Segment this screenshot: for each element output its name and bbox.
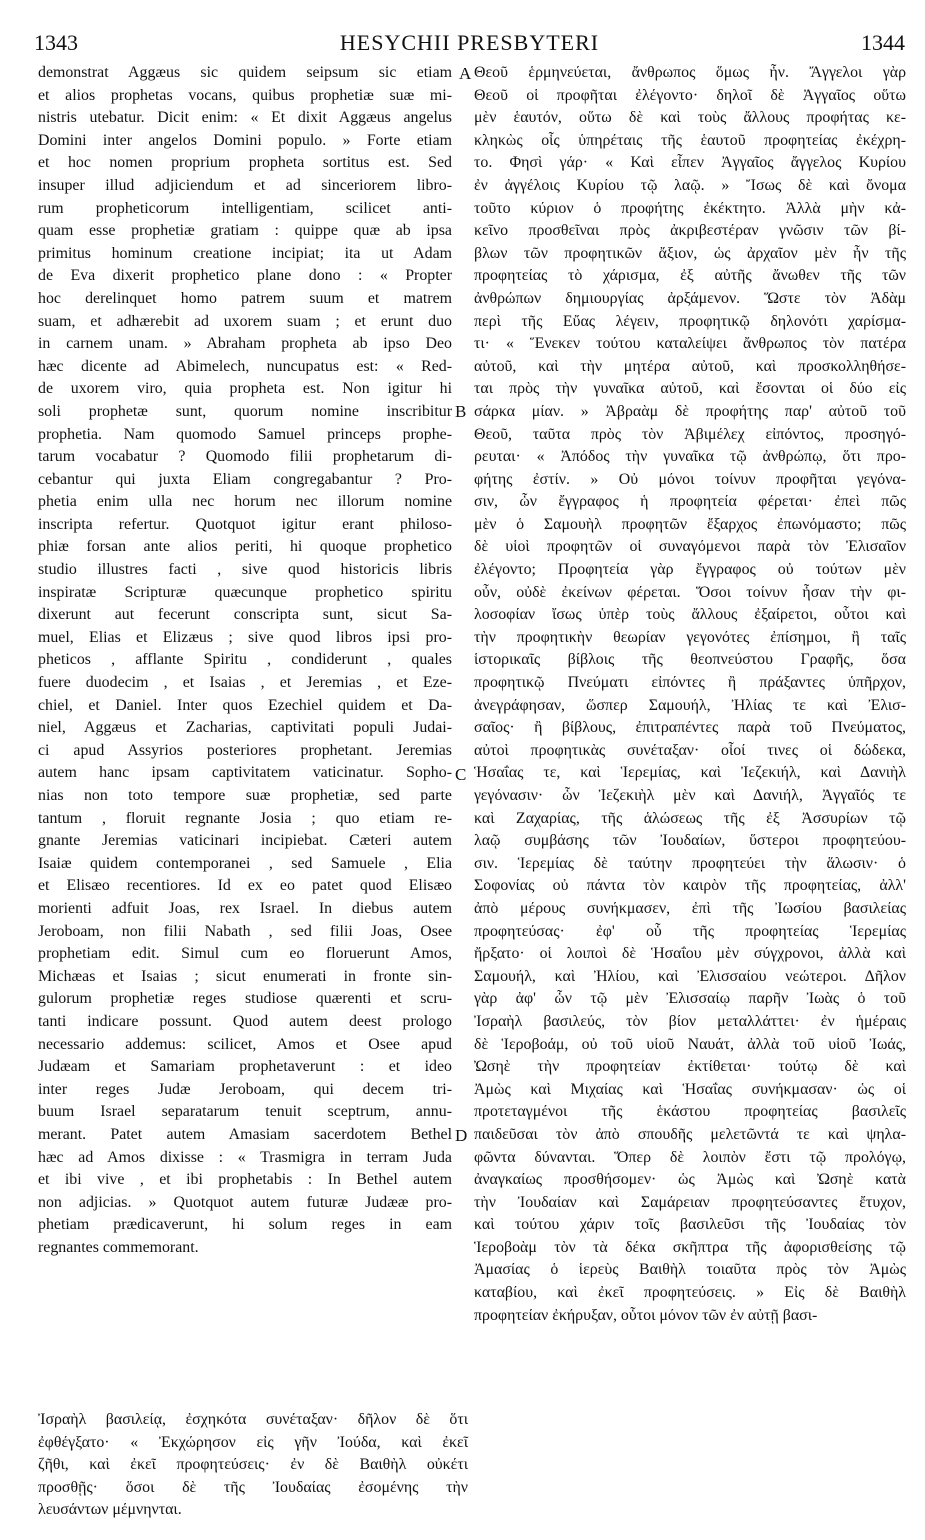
greek-text-line: προφητικῷ Πνεύματι εἰπόντες ἢ πράξαντες ὑπῆρχον, bbox=[474, 674, 906, 692]
latin-text-line: chiel, et Daniel. Inter quos Ezechiel quidem et Da- bbox=[38, 696, 452, 714]
latin-text-line: hæc ad Amos dixisse : « Trasmigra in terram Juda bbox=[38, 1148, 452, 1166]
greek-footer-line: λευσάντων μέμνηνται. bbox=[38, 1501, 182, 1519]
greek-text-line: Θεοῦ, ταῦτα πρὸς τὸν Ἀβιμέλεχ εἰπόντος, προσηγό- bbox=[474, 425, 906, 443]
greek-text-line: δὲ Ἱεροβοάμ, οὐ τοῦ υἱοῦ Ναυάτ, ἀλλὰ τοῦ υἱοῦ Ἰωάς, bbox=[474, 1035, 906, 1053]
latin-text-line: merant. Patet autem Amasiam sacerdotem Bethel bbox=[38, 1125, 452, 1143]
latin-text-line: phiæ forsan ante alios periti, hi quoque prophetico bbox=[38, 538, 452, 556]
latin-text-line: tarum vocabatur ? Quomodo filii prophetarum di- bbox=[38, 448, 452, 466]
latin-text-line: dixerunt aut fecerunt conscripta sunt, sicut Sa- bbox=[38, 606, 452, 624]
greek-text-line: παιδεῦσαι τὸν ἀπὸ σπουδῆς μελετῶντά τε καὶ ψηλα- bbox=[474, 1125, 906, 1143]
latin-text-line: Jeroboam, non filii Nabath , sed filii Joas, Osee bbox=[38, 922, 452, 940]
latin-text-line: nias non toto tempore suæ prophetiæ, sed parte bbox=[38, 787, 452, 804]
greek-text-line: φῶντα δύνανται. Ὅπερ δὲ λοιπὸν ἔστι τῷ προλόγῳ, bbox=[474, 1148, 906, 1166]
greek-column bbox=[474, 62, 906, 1327]
latin-text-line: morienti adfuit Joas, rex Israel. In diebus autem bbox=[38, 899, 452, 917]
latin-text-line: studio illustres facti , sive quod historicis libris bbox=[38, 561, 452, 579]
latin-text-line: tantum , floruit regnante Josia ; quo etiam re- bbox=[38, 809, 452, 827]
greek-text-line: τοῦτο κύριον ὁ προφήτης ἐκέκτητο. Ἀλλὰ μὴν κἀ- bbox=[474, 199, 906, 217]
latin-text-line: hæc dicente ad Abimelech, nuncupatus est: « Red- bbox=[38, 357, 452, 375]
greek-text-line: ἀνθρώπων δημιουργίας ἀρξάμενον. Ὥστε τὸν Ἀδὰμ bbox=[474, 289, 906, 307]
greek-footer-line: προσθῇς· ὅσοι δὲ τῆς Ἰουδαίας ἐσομένης τὴν bbox=[38, 1478, 468, 1496]
greek-text-line: τι· « Ἕνεκεν τούτου καταλείψει ἄνθρωπος τὸν πατέρα bbox=[474, 335, 906, 353]
latin-text-line: non adjicias. » Quotquot autem futuræ Judææ pro- bbox=[38, 1193, 452, 1211]
latin-text-line: niel, Aggæus et Zacharias, captivitati populi Judai- bbox=[38, 719, 452, 737]
running-title: HESYCHII PRESBYTERI bbox=[339, 30, 600, 55]
latin-text-line: phetia enim ulla nec horum nec illorum nomine bbox=[38, 493, 452, 511]
right-page-number: 1344 bbox=[861, 30, 905, 55]
greek-text-line: βλων τῶν προφητικῶν ἄξιον, ὡς ἀρχαῖον μὲν ἦν τῆς bbox=[474, 244, 906, 262]
greek-text-line: σιν. Ἱερεμίας δὲ ταύτην προφητεύει τὴν ἅλωσιν· ὁ bbox=[474, 854, 906, 872]
greek-text-line: Ὠσηὲ τὴν προφητείαν ἐκτίθεται· τούτῳ δὲ καὶ bbox=[474, 1058, 906, 1076]
greek-text-line: Ἡσαΐας τε, καὶ Ἱερεμίας, καὶ Ἰεζεκιήλ, καὶ Δανιὴλ bbox=[474, 764, 906, 782]
greek-text-line: Θεοῦ οἱ προφῆται ἐλέγοντο· δηλοῖ δὲ Ἀγγαῖος οὕτω bbox=[474, 86, 906, 104]
greek-text-line: αὐτοὶ προφητικὰς συνέταξαν· οἷοί τινες οἱ δώδεκα, bbox=[474, 741, 906, 759]
greek-text-line: ἐλέγοντο; Προφητεία γὰρ ἔγγραφος οὐ τούτων μὲν bbox=[474, 561, 906, 579]
latin-text-line: tanti indicare possunt. Quod autem deest prologo bbox=[38, 1012, 452, 1030]
latin-text-line: nistris utebatur. Dicit enim: « Et dixit Aggæus angelus bbox=[38, 109, 452, 127]
greek-text-line: προφητείας τὸ χάρισμα, ἐξ αὐτῆς ἄνωθεν τῆς τῶν bbox=[474, 267, 906, 285]
margin-letter-a: A bbox=[459, 64, 472, 83]
greek-text-line: τὴν Ἰουδαίαν καὶ Σαμάρειαν προφητεύσαντες ἔτυχον, bbox=[474, 1193, 906, 1211]
latin-text-line: soli prophetæ sunt, quorum nomine inscribitur bbox=[38, 402, 452, 420]
greek-text-line: κληκὼς οἷς ὑπηρέταις τῆς ἑαυτοῦ προφητείας ἐκέχρη- bbox=[474, 131, 906, 149]
greek-text-line: μὲν ὁ Σαμουὴλ προφητῶν ἔξαρχος ἐπωνόμαστο; πῶς bbox=[474, 515, 906, 533]
latin-text-line: regnantes commemorant. bbox=[38, 1238, 199, 1256]
greek-text-line: ἀναγκαίως προσθήσομεν· ὡς Ἀμὼς καὶ Ὠσηὲ κατὰ bbox=[474, 1171, 906, 1189]
greek-text-line: λαῷ συμβάσης τῶν Ἰουδαίων, ὕστεροι προφητεύου- bbox=[474, 832, 906, 850]
greek-text-line: προφητεύσας· ἐφ' οὗ τῆς προφητείας Ἱερεμίας bbox=[474, 922, 906, 940]
latin-text-line: autem hanc ipsam captivitatem vaticinatur. Sopho- bbox=[38, 764, 452, 782]
latin-text-line: cebantur qui juxta Eliam congregabantur ? Pro- bbox=[38, 470, 452, 488]
page-header bbox=[34, 30, 905, 60]
latin-text-line: insuper illud adjiciendum et ad sinceriorem libro- bbox=[38, 176, 452, 194]
greek-text-line: ἀπὸ μέρους συνήκμασεν, ἐπὶ τῆς Ἰωσίου βασιλείας bbox=[474, 899, 906, 917]
greek-text-line: ἐν ἀγγέλοις Κυρίου τῷ λαῷ. » Ἴσως δὲ καὶ ὄνομα bbox=[474, 176, 906, 194]
latin-text-line: suam, et adhærebit ad uxorem suam ; et erunt duo bbox=[38, 312, 452, 330]
greek-text-line: ἱστορικαῖς βίβλοις τῆς θεοπνεύστου Γραφῆς, ὅσα bbox=[474, 651, 906, 669]
latin-text-line: demonstrat Aggæus sic quidem seipsum sic etiam bbox=[38, 64, 452, 81]
greek-text-line: οὖν, οὐδὲ ἐκείνων φέρεται. Ὅσοι τοίνυν ἦσαν τὴν φι- bbox=[474, 583, 906, 601]
greek-text-line: καταβίου, καὶ ἐκεῖ προφητεύσεις. » Εἰς δὲ Βαιθὴλ bbox=[474, 1284, 906, 1302]
latin-text-line: hoc derelinquet homo patrem suum et matrem bbox=[38, 289, 452, 307]
latin-text-line: necessario addemus: scilicet, Amos et Osee apud bbox=[38, 1035, 452, 1053]
greek-text-line: τὴν προφητικὴν θεωρίαν γεγονότες ἐπίσημοι, ἢ ταῖς bbox=[474, 628, 906, 646]
latin-text-line: inter reges Judæ Jeroboam, qui decem tri- bbox=[38, 1080, 452, 1098]
greek-text-line: ἀνεγράφησαν, ὥσπερ Σαμουήλ, Ἠλίας τε καὶ Ἐλισ- bbox=[474, 696, 906, 714]
greek-text-line: λοσοφίαν ἴσως ὑπὲρ τοὺς ἄλλους ἐξαίρετοι, οὗτοι καὶ bbox=[474, 606, 906, 624]
latin-text-line: quam esse prophetiæ gratiam : quippe quæ ab ipsa bbox=[38, 222, 452, 240]
latin-column bbox=[38, 62, 452, 1259]
greek-text-line: καὶ τούτου χάριν τοῖς βασιλεῦσι τῆς Ἰουδαίας τὸν bbox=[474, 1216, 906, 1234]
greek-text-line: Ἰσραὴλ βασιλεύς, τὸν βίον μεταλλάττει· ἐν ἡμέραις bbox=[474, 1012, 906, 1030]
greek-text-line: μὲν ἑαυτόν, οὕτω δὲ καὶ τοὺς ἄλλους προφήτας κε- bbox=[474, 109, 906, 127]
greek-text-line: Ἱεροβοὰμ τὸν τὰ δέκα σκῆπτρα τῆς ἀφορισθείσης τῷ bbox=[474, 1238, 906, 1256]
greek-footer-line: Ἰσραὴλ βασιλείᾳ, ἐσχηκότα συνέταξαν· δῆλον δὲ ὅτι bbox=[38, 1411, 468, 1428]
latin-text-line: de uxorem viro, quia propheta est. Non igitur hi bbox=[38, 380, 452, 398]
left-page-number: 1343 bbox=[34, 30, 78, 55]
greek-text-line: Ἀμασίας ὁ ἱερεὺς Βαιθὴλ τοιαῦτα πρὸς τὸν Ἀμὼς bbox=[474, 1261, 906, 1279]
latin-text-line: gulorum prophetiæ reges studiose quærenti et scru- bbox=[38, 990, 452, 1008]
latin-text-line: rum propheticorum intelligentiam, scilicet anti- bbox=[38, 199, 452, 217]
latin-text-line: prophetia. Nam quomodo Samuel princeps prophe- bbox=[38, 425, 452, 443]
latin-text-line: prophetiam edit. Simul cum eo floruerunt Amos, bbox=[38, 945, 452, 963]
greek-text-line: σιν, ὧν ἔγγραφος ἡ προφητεία φέρεται· ἐπεὶ πῶς bbox=[474, 493, 906, 511]
latin-text-line: et ibi vive , et ibi prophetabis : In Bethel autem bbox=[38, 1171, 452, 1189]
latin-text-line: gnante Jeremias vaticinari incipiebat. Cæteri autem bbox=[38, 832, 452, 850]
greek-text-line: σάρκα μίαν. » Ἀβραὰμ δὲ προφήτης παρ' αὐτοῦ τοῦ bbox=[474, 402, 906, 420]
margin-letter-b: B bbox=[455, 402, 467, 421]
greek-text-line: Ἀμὼς καὶ Μιχαίας καὶ Ἡσαΐας συνήκμασαν· ὡς οἱ bbox=[474, 1080, 906, 1098]
greek-text-line: ται πρὸς τὴν γυναῖκα αὐτοῦ, καὶ ἔσονται οἱ δύο εἰς bbox=[474, 380, 906, 398]
latin-text-line: inscripta refertur. Quotquot igitur erant philoso- bbox=[38, 515, 452, 533]
greek-text-line: περὶ τῆς Εὔας λέγειν, προφητικῷ δηλονότι χαρίσμα- bbox=[474, 312, 906, 330]
greek-text-line: προτεταγμένοι τῆς ἑκάστου προφητείας βασιλεῖς bbox=[474, 1103, 906, 1121]
greek-text-line: προφητείαν ἐκήρυξαν, οὗτοι μόνον τῶν ἐν αὐτῇ βασι- bbox=[474, 1306, 818, 1324]
greek-text-line: ρευται· « Ἀπόδος τὴν γυναῖκα τῷ ἀνθρώπῳ, ὅτι προ- bbox=[474, 448, 906, 466]
margin-letter-d: D bbox=[455, 1126, 468, 1145]
greek-text-line: Θεοῦ ἑρμηνεύεται, ἄνθρωπος ὅμως ἦν. Ἄγγελοι γὰρ bbox=[474, 64, 906, 81]
latin-text-line: et Elisæo recentiores. Id ex eo patet quod Elisæo bbox=[38, 877, 452, 895]
greek-text-line: δὲ υἱοὶ προφητῶν οἱ συναγόμενοι παρὰ τὸν Ἐλισαῖον bbox=[474, 538, 906, 556]
latin-text-line: et alios prophetas vocans, quibus prophetiæ suæ mi- bbox=[38, 86, 452, 104]
greek-footer-line: ἐφθέγξατο· « Ἐκχώρησον εἰς γῆν Ἰούδα, καὶ ἐκεῖ bbox=[38, 1433, 468, 1451]
greek-text-line: Σοφονίας οὐ πάντα τὸν καιρὸν τῆς προφητείας, ἀλλ' bbox=[474, 877, 906, 895]
latin-text-line: Domini inter angelos Domini populo. » Forte etiam bbox=[38, 131, 452, 149]
latin-text-line: in carnem unam. » Abraham propheta ab ipso Deo bbox=[38, 335, 452, 353]
latin-text-line: phetiam prædicaverunt, hi solum reges in eam bbox=[38, 1216, 452, 1234]
greek-text-line: γὰρ ἀφ' ὧν τῷ μὲν Ἐλισσαίῳ παρῆν Ἰωὰς ὁ τοῦ bbox=[474, 990, 906, 1008]
margin-letter-c: C bbox=[455, 765, 467, 784]
latin-text-line: Judæam et Samariam prophetaverunt : et ideo bbox=[38, 1058, 452, 1076]
latin-text-line: pheticos , afflante Spiritu , condiderunt , quales bbox=[38, 651, 452, 669]
latin-text-line: inspiratæ Scripturæ quæcunque prophetico spiritu bbox=[38, 583, 452, 601]
latin-text-line: buum Israel separatarum tenuit sceptrum, annu- bbox=[38, 1103, 452, 1121]
latin-text-line: muel, Elias et Elizæus ; sive quod libros ipsi pro- bbox=[38, 628, 452, 646]
greek-text-line: γεγόνασιν· ὧν Ἰεζεκιὴλ μὲν καὶ Δανιήλ, Ἀγγαῖός τε bbox=[474, 787, 906, 804]
greek-text-line: ἤρξατο· οἱ λοιποὶ δὲ Ἡσαΐου μὲν σύγχρονοι, ἀλλὰ καὶ bbox=[474, 945, 906, 963]
greek-footer-line: ζῆθι, καὶ ἐκεῖ προφητεύσεις· ἐν δὲ Βαιθὴλ οὐκέτι bbox=[38, 1456, 468, 1474]
greek-text-line: Σαμουήλ, καὶ Ἠλίου, καὶ Ἐλισσαίου νεώτεροι. Δῆλον bbox=[474, 967, 906, 985]
latin-text-line: ci apud Assyrios posteriores prophetant. Jeremias bbox=[38, 741, 452, 759]
latin-text-line: Isaiæ quidem contemporanei , sed Samuele , Elia bbox=[38, 854, 452, 872]
greek-text-line: το. Φησὶ γάρ· « Καὶ εἶπεν Ἀγγαῖος ἄγγελος Κυρίου bbox=[474, 154, 906, 172]
greek-text-line: αὐτοῦ, καὶ τὴν μητέρα αὐτοῦ, καὶ προσκολληθήσε- bbox=[474, 357, 906, 375]
greek-text-line: φήτης ἐστίν. » Οὐ μόνοι τοίνυν προφῆται γεγόνα- bbox=[474, 470, 906, 488]
latin-text-line: de Eva dixerit prophetico plane dono : « Propter bbox=[38, 267, 452, 285]
latin-text-line: primitus hominum creatione incipiat; ita ut Adam bbox=[38, 244, 452, 262]
latin-text-line: Michæas et Isaias ; sicut enumerati in fronte sin- bbox=[38, 967, 452, 985]
greek-text-line: σαῖος· ἢ βίβλους, ἐπιτραπέντες παρὰ τοῦ Πνεύματος, bbox=[474, 719, 906, 737]
latin-text-line: et hoc nomen proprium propheta sortitus est. Sed bbox=[38, 154, 452, 172]
latin-text-line: fuere duodecim , et Isaias , et Jeremias , et Eze- bbox=[38, 674, 452, 692]
greek-text-line: καὶ Ζαχαρίας, τῆς ἁλώσεως τῆς ἐξ Ἀσσυρίων τῷ bbox=[474, 809, 906, 827]
greek-footer-continuation bbox=[38, 1409, 468, 1522]
greek-text-line: κεῖνο προσθεῖναι πρὸς ἀκριβεστέραν γνῶσιν τῶν βί- bbox=[474, 222, 906, 240]
